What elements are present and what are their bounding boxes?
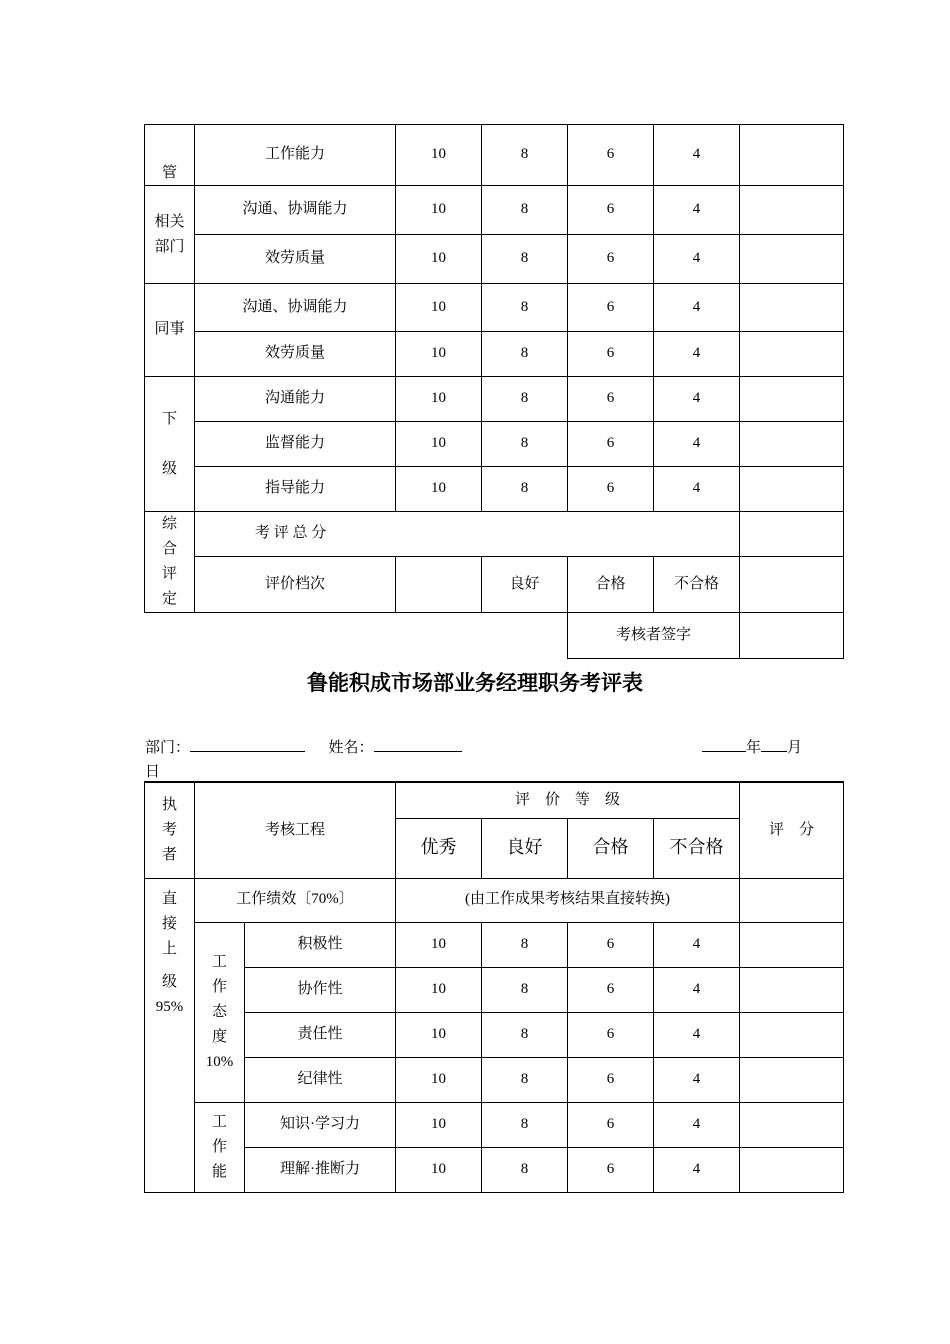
- category-char: 工: [211, 1113, 227, 1130]
- grade-option[interactable]: 合格: [568, 557, 654, 613]
- grade-label: 评价档次: [195, 557, 396, 613]
- score-cell: 10: [396, 125, 482, 186]
- score-cell: 10: [396, 422, 482, 467]
- rating-input-cell[interactable]: [740, 186, 844, 235]
- category-char: 级: [161, 461, 177, 477]
- score-cell: 6: [568, 1147, 654, 1192]
- category-cell: [145, 186, 195, 284]
- dept-label: 部门：: [145, 740, 191, 756]
- score-cell: 8: [482, 1147, 568, 1192]
- project-header: 考核工程: [195, 782, 396, 878]
- day-label: 日: [145, 764, 161, 780]
- category-label: 相关部门: [154, 213, 185, 255]
- score-cell: 6: [568, 332, 654, 377]
- item-cell: 沟通、协调能力: [195, 186, 396, 235]
- item-cell: 理解·推断力: [245, 1147, 396, 1192]
- category-char: 态: [211, 1003, 227, 1020]
- table-row: [145, 1057, 844, 1102]
- rating-input-cell[interactable]: [740, 284, 844, 332]
- executor-header: [145, 782, 195, 878]
- rating-input-cell[interactable]: [740, 1102, 844, 1147]
- table-row: [145, 557, 844, 613]
- score-cell: 10: [396, 967, 482, 1012]
- score-cell: 4: [654, 235, 740, 284]
- score-cell: 6: [568, 1057, 654, 1102]
- rating-input-cell[interactable]: [740, 332, 844, 377]
- item-cell: 监督能力: [195, 422, 396, 467]
- score-cell: 4: [654, 422, 740, 467]
- rating-input-cell[interactable]: [740, 377, 844, 422]
- score-cell: 6: [568, 186, 654, 235]
- item-cell: 指导能力: [195, 467, 396, 512]
- table-row: [145, 613, 844, 659]
- table-row: [145, 878, 844, 922]
- score-header: 评 分: [740, 782, 844, 878]
- score-cell: 4: [654, 377, 740, 422]
- category-char: 合: [161, 541, 177, 557]
- score-cell: 8: [482, 1102, 568, 1147]
- header-char: 者: [161, 846, 177, 863]
- category-char: 直: [161, 890, 177, 907]
- rating-input-cell[interactable]: [740, 922, 844, 967]
- score-cell: 10: [396, 377, 482, 422]
- score-cell: 6: [568, 967, 654, 1012]
- score-cell: 8: [482, 284, 568, 332]
- category-weight: 10%: [205, 1053, 234, 1070]
- year-label: 年: [746, 740, 762, 756]
- table-row: [145, 512, 844, 557]
- category-cell: [145, 377, 195, 512]
- score-cell: 10: [396, 332, 482, 377]
- category-char: 接: [161, 915, 177, 932]
- table-row: [145, 1102, 844, 1147]
- score-cell: 4: [654, 922, 740, 967]
- month-label: 月: [787, 740, 803, 756]
- category-char: 定: [161, 591, 177, 607]
- category-char: 作: [211, 978, 227, 995]
- table-row: [145, 332, 844, 377]
- category-char: 上: [161, 940, 177, 957]
- table-row: [145, 235, 844, 284]
- year-field[interactable]: [702, 734, 746, 752]
- evaluation-table-continued: [144, 124, 844, 659]
- item-cell: 工作能力: [195, 125, 396, 186]
- score-cell: 8: [482, 332, 568, 377]
- ability-category-cell: [195, 1102, 245, 1192]
- item-cell: 效劳质量: [195, 332, 396, 377]
- table-row: [145, 186, 844, 235]
- score-cell: 10: [396, 467, 482, 512]
- rating-grade-header: 评 价 等 级: [396, 782, 740, 818]
- table-row: [145, 922, 844, 967]
- category-char: 评: [161, 566, 177, 582]
- signature-label: 考核者签字: [568, 613, 740, 659]
- score-cell: 8: [482, 125, 568, 186]
- score-cell: 8: [482, 186, 568, 235]
- performance-note: (由工作成果考核结果直接转换): [396, 878, 740, 922]
- score-cell: 10: [396, 922, 482, 967]
- score-cell: 8: [482, 922, 568, 967]
- table-row: [145, 1012, 844, 1057]
- score-cell: 10: [396, 1057, 482, 1102]
- category-cell: 同事: [145, 284, 195, 377]
- score-cell: 6: [568, 284, 654, 332]
- form-meta: [145, 734, 845, 782]
- score-cell: 8: [482, 377, 568, 422]
- date-group: [702, 734, 802, 760]
- grade-header: 不合格: [654, 818, 740, 878]
- score-cell: 6: [568, 377, 654, 422]
- item-cell: 协作性: [245, 967, 396, 1012]
- name-label: 姓名：: [328, 740, 374, 756]
- name-field[interactable]: [374, 734, 462, 752]
- score-cell: 6: [568, 1102, 654, 1147]
- score-cell: 4: [654, 1057, 740, 1102]
- score-cell: 4: [654, 1012, 740, 1057]
- score-cell: 4: [654, 284, 740, 332]
- score-cell: 6: [568, 422, 654, 467]
- attitude-category-cell: [195, 922, 245, 1102]
- item-cell: 沟通能力: [195, 377, 396, 422]
- item-cell: 效劳质量: [195, 235, 396, 284]
- score-cell: 4: [654, 1102, 740, 1147]
- item-cell: 沟通、协调能力: [195, 284, 396, 332]
- score-cell: 6: [568, 125, 654, 186]
- score-cell: 4: [654, 186, 740, 235]
- score-cell: 10: [396, 1012, 482, 1057]
- grade-option-blank[interactable]: [396, 557, 482, 613]
- score-cell: 4: [654, 332, 740, 377]
- category-cell: 管: [145, 125, 195, 186]
- rating-input-cell[interactable]: [740, 1057, 844, 1102]
- rating-input-cell[interactable]: [740, 878, 844, 922]
- table-row: [145, 284, 844, 332]
- category-char: 作: [211, 1138, 227, 1155]
- score-cell: 4: [654, 125, 740, 186]
- rating-input-cell[interactable]: [740, 1012, 844, 1057]
- header-char: 执: [161, 796, 177, 813]
- category-char: 下: [161, 411, 177, 427]
- score-cell: 10: [396, 1147, 482, 1192]
- score-cell: 10: [396, 284, 482, 332]
- score-cell: 8: [482, 1057, 568, 1102]
- evaluation-table: [144, 781, 844, 1193]
- total-score-label: 考 评 总 分: [195, 512, 740, 557]
- table-header-row: [145, 782, 844, 818]
- grade-header: 良好: [482, 818, 568, 878]
- category-weight: 95%: [155, 998, 184, 1015]
- item-cell: 知识·学习力: [245, 1102, 396, 1147]
- grade-header: 合格: [568, 818, 654, 878]
- signature-input-cell[interactable]: [740, 613, 844, 659]
- grade-header: 优秀: [396, 818, 482, 878]
- grade-input-cell[interactable]: [740, 557, 844, 613]
- score-cell: 8: [482, 235, 568, 284]
- rating-input-cell[interactable]: [740, 422, 844, 467]
- item-cell: 积极性: [245, 922, 396, 967]
- table-row: [145, 1147, 844, 1192]
- score-cell: 10: [396, 235, 482, 284]
- table-row: [145, 422, 844, 467]
- rating-input-cell[interactable]: [740, 467, 844, 512]
- table-row: [145, 125, 844, 186]
- rating-input-cell[interactable]: [740, 235, 844, 284]
- rating-input-cell[interactable]: [740, 967, 844, 1012]
- score-cell: 10: [396, 1102, 482, 1147]
- score-cell: 6: [568, 1012, 654, 1057]
- item-cell: 纪律性: [245, 1057, 396, 1102]
- category-char: 工: [211, 953, 227, 970]
- score-cell: 8: [482, 422, 568, 467]
- table-row: [145, 377, 844, 422]
- header-char: 考: [161, 821, 177, 838]
- category-char: 级: [161, 973, 177, 990]
- score-cell: 6: [568, 467, 654, 512]
- score-cell: 8: [482, 1012, 568, 1057]
- score-cell: 8: [482, 967, 568, 1012]
- score-cell: 6: [568, 922, 654, 967]
- category-char: 度: [211, 1028, 227, 1045]
- table-row: [145, 467, 844, 512]
- page-title: 鲁能积成市场部业务经理职务考评表: [307, 671, 643, 695]
- score-cell: 4: [654, 967, 740, 1012]
- item-cell: 责任性: [245, 1012, 396, 1057]
- rating-input-cell[interactable]: [740, 125, 844, 186]
- score-cell: 4: [654, 1147, 740, 1192]
- total-score-input-cell[interactable]: [740, 512, 844, 557]
- month-field[interactable]: [761, 734, 787, 752]
- score-cell: 8: [482, 467, 568, 512]
- category-char: 综: [161, 516, 177, 532]
- performance-label: 工作绩效〔70%〕: [195, 878, 396, 922]
- direct-superior-cell: [145, 878, 195, 1192]
- score-cell: 6: [568, 235, 654, 284]
- grade-option[interactable]: 不合格: [654, 557, 740, 613]
- table-row: [145, 967, 844, 1012]
- dept-field[interactable]: [190, 734, 305, 752]
- summary-category-cell: [145, 512, 195, 613]
- grade-option[interactable]: 良好: [482, 557, 568, 613]
- score-cell: 10: [396, 186, 482, 235]
- category-char: 能: [211, 1163, 227, 1180]
- score-cell: 4: [654, 467, 740, 512]
- rating-input-cell[interactable]: [740, 1147, 844, 1192]
